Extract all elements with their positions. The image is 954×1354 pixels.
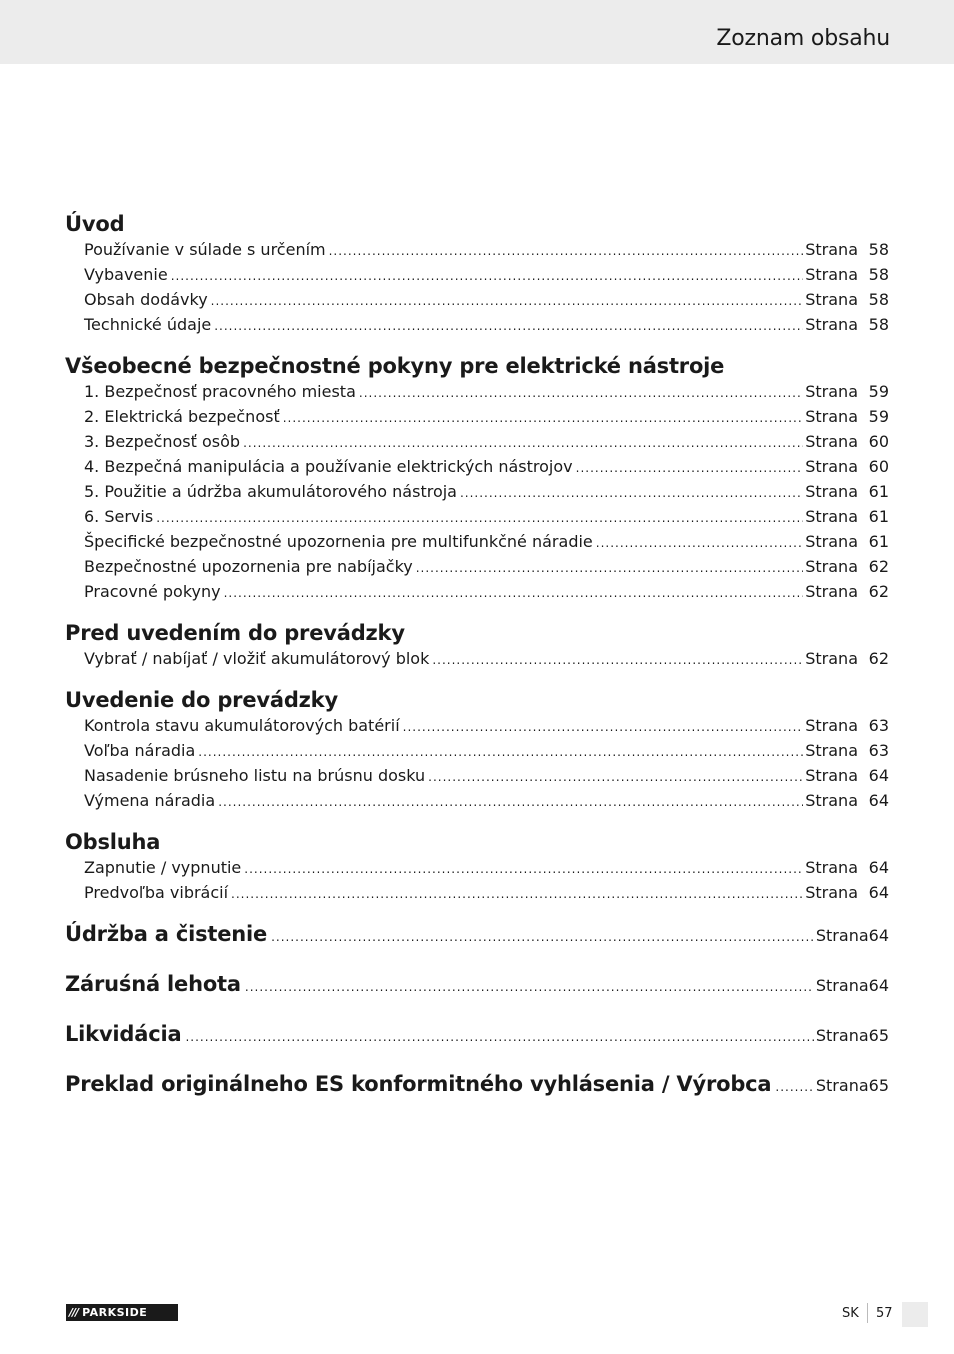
dot-leader xyxy=(271,925,814,950)
entry-strana: Strana xyxy=(815,926,869,945)
dot-leader xyxy=(211,289,804,314)
dot-leader xyxy=(775,1075,813,1100)
entry-strana: Strana xyxy=(805,716,858,735)
entry-strana: Strana xyxy=(815,1026,869,1045)
entry-page: 64 xyxy=(868,883,889,902)
entry-page: 61 xyxy=(868,532,889,551)
entry-label: 1. Bezpečnosť pracovného miesta xyxy=(84,382,356,401)
entry-page: 60 xyxy=(868,432,889,451)
entry-page: 62 xyxy=(868,557,889,576)
dot-leader xyxy=(231,882,803,907)
toc-entry[interactable] xyxy=(65,312,889,337)
dot-leader xyxy=(224,581,804,606)
entry-page: 64 xyxy=(868,976,889,995)
entry-page: 59 xyxy=(868,407,889,426)
toc-entry[interactable] xyxy=(65,763,889,788)
dot-leader xyxy=(214,314,803,339)
entry-page: 58 xyxy=(868,290,889,309)
dot-leader xyxy=(283,406,804,431)
toc-entry[interactable] xyxy=(65,738,889,763)
entry-label: 4. Bezpečná manipulácia a používanie elektrických nástrojov xyxy=(84,457,573,476)
entry-label: Predvoľba vibrácií xyxy=(84,883,229,902)
entry-label: Pracovné pokyny xyxy=(84,582,221,601)
dot-leader xyxy=(243,431,803,456)
toc-entry[interactable] xyxy=(65,880,889,905)
toc-heading-entry[interactable] xyxy=(65,922,889,947)
entry-label: Voľba náradia xyxy=(84,741,196,760)
toc-heading-entry[interactable] xyxy=(65,972,889,997)
entry-page: 63 xyxy=(868,716,889,735)
toc-entry[interactable] xyxy=(65,713,889,738)
entry-label: Výmena náradia xyxy=(84,791,216,810)
section-heading: Všeobecné bezpečnostné pokyny pre elektrické nástroje xyxy=(65,354,725,378)
logo-text: PARKSIDE xyxy=(82,1306,148,1319)
section-heading: Preklad originálneho ES konformitného vyhlásenia / Výrobca xyxy=(65,1072,772,1096)
entry-label: Vybavenie xyxy=(84,265,168,284)
entry-page: 64 xyxy=(868,858,889,877)
entry-page: 64 xyxy=(868,926,889,945)
toc-section xyxy=(65,830,889,905)
dot-leader xyxy=(432,648,803,673)
entry-strana: Strana xyxy=(805,407,858,426)
entry-label: Zapnutie / vypnutie xyxy=(84,858,242,877)
footer-divider xyxy=(867,1303,868,1323)
toc-heading-entry[interactable] xyxy=(65,1072,889,1097)
dot-leader xyxy=(576,456,804,481)
section-heading: Likvidácia xyxy=(65,1022,182,1046)
toc-section xyxy=(65,922,889,947)
entry-label: Technické údaje xyxy=(84,315,212,334)
toc-entry[interactable] xyxy=(65,237,889,262)
entry-label: Špecifické bezpečnostné upozornenia pre multifunkčné náradie xyxy=(84,532,593,551)
entry-page: 58 xyxy=(868,240,889,259)
logo-stripes: /// xyxy=(69,1306,79,1319)
dot-leader xyxy=(428,765,803,790)
toc-entry[interactable] xyxy=(65,429,889,454)
toc-section xyxy=(65,972,889,997)
toc-section xyxy=(65,212,889,337)
toc-entry[interactable] xyxy=(65,855,889,880)
entry-strana: Strana xyxy=(805,482,858,501)
page-title: Zoznam obsahu xyxy=(716,26,890,51)
entry-page: 59 xyxy=(868,382,889,401)
entry-strana: Strana xyxy=(805,265,858,284)
toc-entry[interactable] xyxy=(65,404,889,429)
entry-page: 62 xyxy=(868,649,889,668)
entry-strana: Strana xyxy=(805,315,858,334)
entry-strana: Strana xyxy=(805,858,858,877)
dot-leader xyxy=(359,381,803,406)
entry-label: 3. Bezpečnosť osôb xyxy=(84,432,241,451)
entry-strana: Strana xyxy=(805,432,858,451)
toc-section xyxy=(65,1022,889,1047)
dot-leader xyxy=(416,556,804,581)
dot-leader xyxy=(198,740,803,765)
section-heading: Pred uvedením do prevádzky xyxy=(65,621,405,645)
language-code: SK xyxy=(842,1306,859,1321)
entry-page: 60 xyxy=(868,457,889,476)
entry-page: 58 xyxy=(868,265,889,284)
entry-label: 6. Servis xyxy=(84,507,154,526)
entry-page: 61 xyxy=(868,482,889,501)
toc-section xyxy=(65,621,889,671)
dot-leader xyxy=(403,715,804,740)
entry-label: Obsah dodávky xyxy=(84,290,208,309)
dot-leader xyxy=(171,264,804,289)
entry-label: 2. Elektrická bezpečnosť xyxy=(84,407,280,426)
entry-label: 5. Použitie a údržba akumulátorového nástroja xyxy=(84,482,457,501)
entry-strana: Strana xyxy=(805,741,858,760)
entry-strana: Strana xyxy=(805,507,858,526)
dot-leader xyxy=(156,506,803,531)
entry-strana: Strana xyxy=(805,240,858,259)
toc-entry[interactable] xyxy=(65,646,889,671)
section-heading: Úvod xyxy=(65,212,125,236)
dot-leader xyxy=(460,481,803,506)
dot-leader xyxy=(244,857,803,882)
toc-section xyxy=(65,354,889,604)
entry-strana: Strana xyxy=(805,457,858,476)
toc-entry[interactable] xyxy=(65,554,889,579)
entry-label: Bezpečnostné upozornenia pre nabíjačky xyxy=(84,557,413,576)
entry-strana: Strana xyxy=(815,976,869,995)
entry-label: Používanie v súlade s určením xyxy=(84,240,326,259)
page-number: 57 xyxy=(876,1306,893,1321)
entry-strana: Strana xyxy=(805,791,858,810)
entry-label: Kontrola stavu akumulátorových batérií xyxy=(84,716,400,735)
toc-entry[interactable] xyxy=(65,479,889,504)
entry-page: 62 xyxy=(868,582,889,601)
toc-entry[interactable] xyxy=(65,504,889,529)
toc-entry[interactable] xyxy=(65,788,889,813)
entry-page: 63 xyxy=(868,741,889,760)
entry-page: 61 xyxy=(868,507,889,526)
entry-strana: Strana xyxy=(805,766,858,785)
toc-entry[interactable] xyxy=(65,579,889,604)
table-of-contents xyxy=(65,212,889,1097)
entry-strana: Strana xyxy=(805,883,858,902)
entry-page: 64 xyxy=(868,791,889,810)
dot-leader xyxy=(329,239,804,264)
section-heading: Uvedenie do prevádzky xyxy=(65,688,338,712)
entry-page: 65 xyxy=(868,1076,889,1095)
header-bar xyxy=(0,0,954,64)
dot-leader xyxy=(596,531,803,556)
entry-strana: Strana xyxy=(805,649,858,668)
toc-entry[interactable] xyxy=(65,287,889,312)
section-heading: Údržba a čistenie xyxy=(65,922,268,946)
footer-tab xyxy=(902,1302,928,1327)
dot-leader xyxy=(185,1025,813,1050)
toc-section xyxy=(65,1072,889,1097)
dot-leader xyxy=(245,975,814,1000)
entry-page: 65 xyxy=(868,1026,889,1045)
entry-label: Nasadenie brúsneho listu na brúsnu dosku xyxy=(84,766,426,785)
section-heading: Záruśná lehota xyxy=(65,972,241,996)
entry-page: 64 xyxy=(868,766,889,785)
toc-heading-entry[interactable] xyxy=(65,1022,889,1047)
entry-strana: Strana xyxy=(805,557,858,576)
toc-entry[interactable] xyxy=(65,529,889,554)
entry-strana: Strana xyxy=(805,290,858,309)
parkside-logo xyxy=(66,1304,178,1321)
entry-strana: Strana xyxy=(805,532,858,551)
toc-entry[interactable] xyxy=(65,454,889,479)
entry-strana: Strana xyxy=(805,382,858,401)
toc-section xyxy=(65,688,889,813)
entry-label: Vybrať / nabíjať / vložiť akumulátorový blok xyxy=(84,649,430,668)
toc-entry[interactable] xyxy=(65,262,889,287)
entry-strana: Strana xyxy=(805,582,858,601)
dot-leader xyxy=(218,790,803,815)
toc-entry[interactable] xyxy=(65,379,889,404)
section-heading: Obsluha xyxy=(65,830,161,854)
entry-page: 58 xyxy=(868,315,889,334)
entry-strana: Strana xyxy=(815,1076,869,1095)
